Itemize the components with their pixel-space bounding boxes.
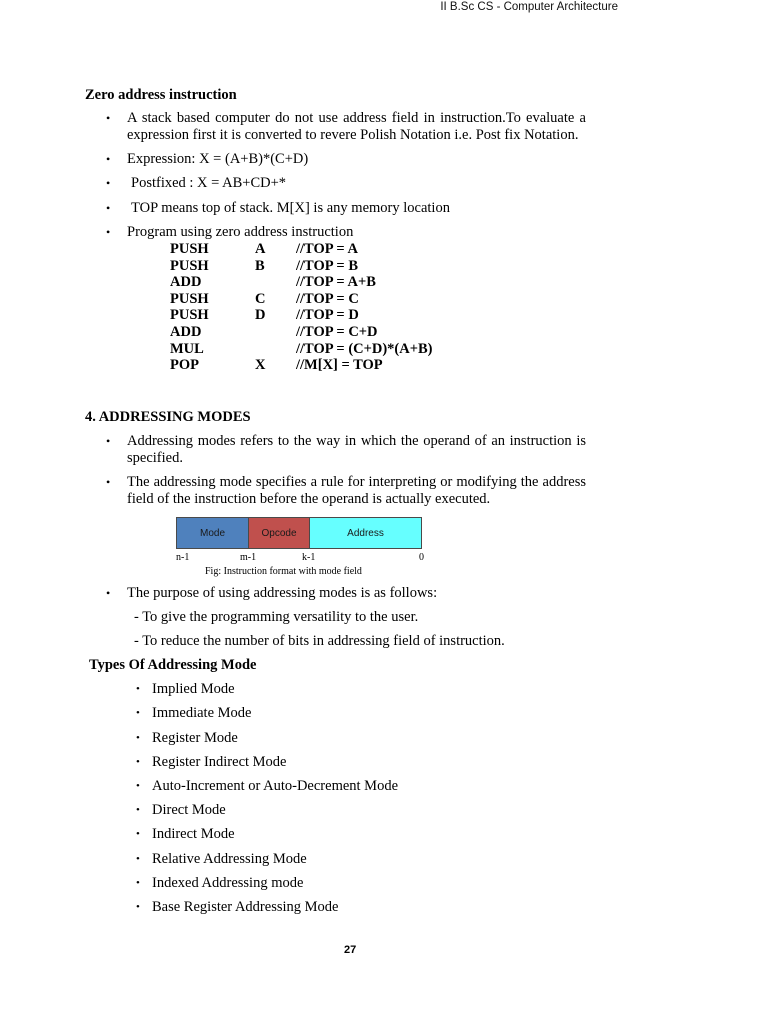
type-register-indirect [136, 754, 287, 771]
type-label: Immediate Mode [152, 705, 252, 721]
bit-label-m-1: m-1 [240, 552, 257, 563]
program-opcode: MUL [170, 340, 204, 357]
bullet-purpose [106, 585, 438, 602]
purpose-item-versatility: - To give the programming versatility to the user. [134, 609, 419, 625]
bullet-text: The addressing mode specifies a rule for interpreting or modifying the address field of the instruction before the operand is actually executed. [127, 474, 586, 507]
program-operand: B [255, 257, 265, 274]
type-implied [136, 681, 235, 698]
program-operand: D [255, 307, 266, 324]
program-comment: //TOP = (C+D)*(A+B) [296, 340, 433, 357]
bullet-dot: • [106, 586, 111, 600]
addressing-modes-title: 4. ADDRESSING MODES [85, 409, 251, 425]
bullet-top-meaning [106, 200, 450, 217]
zero-address-title: Zero address instruction [85, 87, 237, 103]
bullet-text: TOP means top of stack. M[X] is any memory location [131, 200, 450, 216]
type-label: Indexed Addressing mode [152, 875, 304, 891]
bullet-dot: • [136, 828, 140, 840]
type-label: Auto-Increment or Auto-Decrement Mode [152, 778, 399, 794]
figure-caption: Fig: Instruction format with mode field [205, 566, 362, 577]
bullet-stack-computer [106, 110, 586, 144]
program-opcode: POP [170, 357, 199, 374]
type-auto-increment [136, 778, 399, 795]
bullet-dot: • [106, 152, 111, 166]
type-label: Implied Mode [152, 681, 235, 697]
bullet-dot: • [136, 853, 140, 865]
bullet-postfixed [106, 175, 287, 192]
bullet-text: Expression: X = (A+B)*(C+D) [127, 151, 309, 167]
bullet-text: The purpose of using addressing modes is as follows: [127, 585, 438, 601]
type-label: Base Register Addressing Mode [152, 899, 339, 915]
bullet-dot: • [106, 201, 111, 215]
bullet-dot: • [136, 877, 140, 889]
bullet-dot: • [106, 225, 111, 239]
bullet-text: Postfixed : X = AB+CD+* [131, 175, 287, 191]
purpose-item-reduce-bits: - To reduce the number of bits in addressing field of instruction. [134, 633, 505, 649]
bullet-dot: • [106, 111, 111, 125]
program-comment: //TOP = C [296, 290, 359, 307]
bullet-dot: • [106, 176, 111, 190]
bit-label-k-1: k-1 [302, 552, 316, 563]
type-label: Direct Mode [152, 802, 226, 818]
bullet-text: A stack based computer do not use address field in instruction.To evaluate a expression first it is converted to revere Polish Notation i.e. Post fix Notation. [127, 110, 586, 143]
program-operand: A [255, 241, 266, 257]
page-number: 27 [344, 944, 357, 956]
type-register [136, 730, 238, 747]
bullet-dot: • [106, 434, 111, 448]
program-opcode: PUSH [170, 290, 209, 307]
bullet-text: Program using zero address instruction [127, 224, 354, 240]
bullet-dot: • [136, 732, 140, 744]
type-indirect [136, 826, 235, 843]
program-opcode: PUSH [170, 307, 209, 324]
type-label: Relative Addressing Mode [152, 851, 307, 867]
bullet-dot: • [136, 804, 140, 816]
type-direct [136, 802, 226, 819]
program-comment: //TOP = C+D [296, 323, 378, 340]
type-label: Indirect Mode [152, 826, 235, 842]
bullet-program [106, 224, 354, 241]
bullet-dot: • [136, 756, 140, 768]
bullet-expression [106, 151, 309, 168]
program-comment: //TOP = B [296, 257, 358, 274]
bullet-dot: • [106, 475, 111, 489]
program-operand: X [255, 357, 266, 374]
page-header: II B.Sc CS - Computer Architecture [440, 1, 618, 13]
program-opcode: ADD [170, 323, 202, 340]
type-relative [136, 851, 307, 868]
bit-label-n-1: n-1 [176, 552, 190, 563]
program-comment: //M[X] = TOP [296, 357, 383, 374]
address-field: Address [310, 518, 421, 548]
program-opcode: PUSH [170, 241, 209, 257]
type-label: Register Indirect Mode [152, 754, 287, 770]
bullet-addressing-rule [106, 474, 586, 508]
program-comment: //TOP = D [296, 307, 359, 324]
instruction-format-figure [176, 517, 422, 549]
types-title: Types Of Addressing Mode [89, 657, 257, 673]
type-label: Register Mode [152, 730, 238, 746]
bullet-dot: • [136, 707, 140, 719]
bullet-dot: • [136, 780, 140, 792]
program-comment: //TOP = A+B [296, 274, 376, 291]
opcode-field: Opcode [249, 518, 310, 548]
bullet-addressing-definition [106, 433, 586, 467]
type-immediate [136, 705, 252, 722]
program-opcode: PUSH [170, 257, 209, 274]
program-operand: C [255, 290, 266, 307]
bullet-dot: • [136, 901, 140, 913]
bit-label-0: 0 [419, 552, 424, 563]
program-comment: //TOP = A [296, 241, 358, 257]
mode-field: Mode [177, 518, 249, 548]
bullet-dot: • [136, 683, 140, 695]
bullet-text: Addressing modes refers to the way in which the operand of an instruction is specified. [127, 433, 586, 466]
type-base-register [136, 899, 339, 916]
type-indexed [136, 875, 304, 892]
program-opcode: ADD [170, 274, 202, 291]
